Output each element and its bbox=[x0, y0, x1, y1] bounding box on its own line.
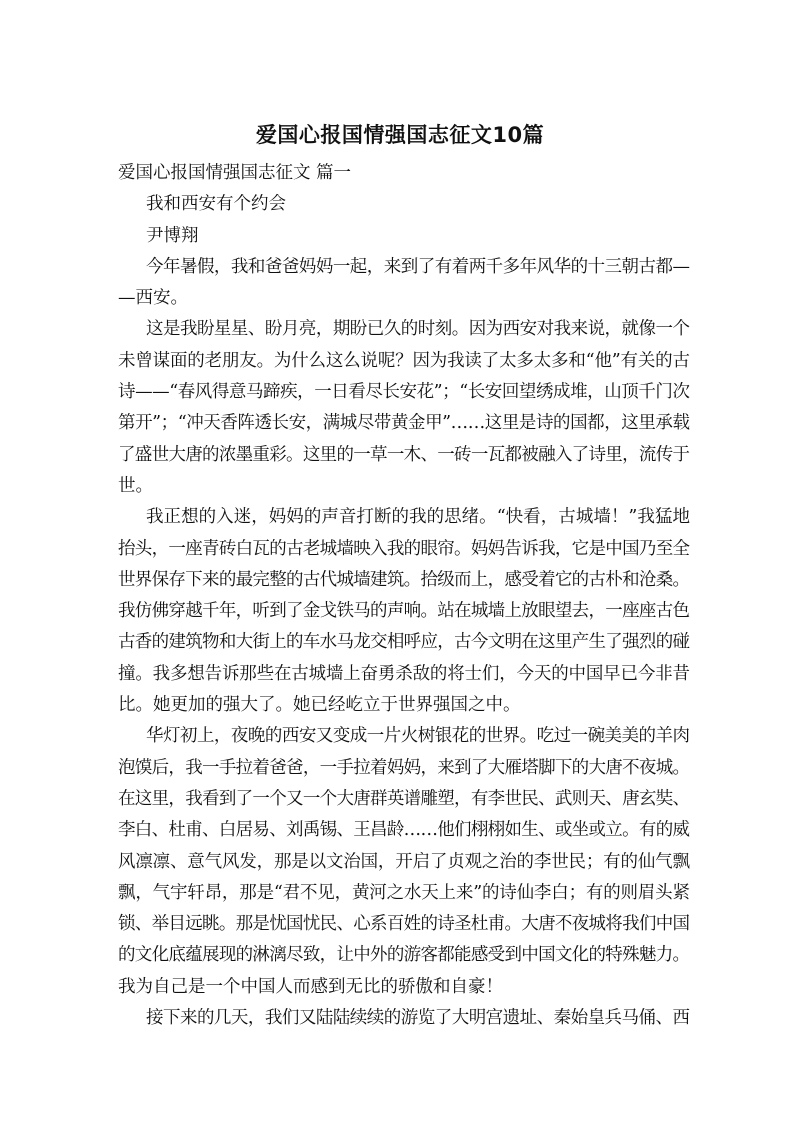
section-heading: 爱国心报国情强国志征文 篇一 bbox=[118, 163, 352, 183]
document-title: 爱国心报国情强国志征文10篇 bbox=[255, 123, 545, 147]
body-line: 抬头，一座青砖白瓦的古老城墙映入我的眼帘。妈妈告诉我，它是中国乃至全 bbox=[118, 538, 690, 559]
body-line: 世。 bbox=[118, 475, 153, 496]
body-line: 了盛世大唐的浓墨重彩。这里的一草一木、一砖一瓦都被融入了诗里，流传于 bbox=[118, 444, 690, 465]
body-line: 接下来的几天，我们又陆陆续续的游览了大明宫遗址、秦始皇兵马俑、西 bbox=[146, 1008, 690, 1029]
body-line: 我为自己是一个中国人而感到无比的骄傲和自豪！ bbox=[118, 976, 503, 997]
body-line: 的文化底蕴展现的淋漓尽致，让中外的游客都能感受到中国文化的特殊魅力。 bbox=[118, 945, 690, 966]
body-line: 比。她更加的强大了。她已经屹立于世界强国之中。 bbox=[118, 695, 521, 716]
body-line: 我正想的入迷，妈妈的声音打断的我的思绪。“快看，古城墙！”我猛地 bbox=[146, 507, 691, 528]
body-line: 古香的建筑物和大街上的车水马龙交相呼应，古今文明在这里产生了强烈的碰 bbox=[118, 632, 690, 653]
essay-title: 我和西安有个约会 bbox=[146, 194, 286, 215]
body-line: 在这里，我看到了一个又一个大唐群英谱雕塑，有李世民、武则天、唐玄奘、 bbox=[118, 788, 690, 809]
body-line: 泡馍后，我一手拉着爸爸，一手拉着妈妈，来到了大雁塔脚下的大唐不夜城。 bbox=[118, 757, 690, 778]
author-name: 尹博翔 bbox=[146, 225, 199, 246]
body-line: —西安。 bbox=[118, 288, 188, 309]
body-line: 世界保存下来的最完整的古代城墙建筑。拾级而上，感受着它的古朴和沧桑。 bbox=[118, 569, 690, 590]
body-line: 风凛凛、意气风发，那是以文治国，开启了贞观之治的李世民；有的仙气飘 bbox=[118, 851, 690, 872]
body-line: 撞。我多想告诉那些在古城墙上奋勇杀敌的将士们，今天的中国早已今非昔 bbox=[118, 663, 690, 684]
body-line: 第开”；“冲天香阵透长安，满城尽带黄金甲”……这里是诗的国都，这里承载 bbox=[118, 413, 690, 434]
essay-body bbox=[118, 252, 698, 1034]
body-line: 这是我盼星星、盼月亮，期盼已久的时刻。因为西安对我来说，就像一个 bbox=[146, 319, 690, 340]
body-line: 华灯初上，夜晚的西安又变成一片火树银花的世界。吃过一碗美美的羊肉 bbox=[146, 726, 690, 747]
body-line: 李白、杜甫、白居易、刘禹锡、王昌龄……他们栩栩如生、或坐或立。有的威 bbox=[118, 820, 690, 841]
body-line: 未曾谋面的老朋友。为什么这么说呢？因为我读了太多太多和“他”有关的古 bbox=[118, 350, 690, 371]
document-body bbox=[118, 158, 698, 1034]
body-line: 我仿佛穿越千年，听到了金戈铁马的声响。站在城墙上放眼望去，一座座古色 bbox=[118, 601, 690, 622]
body-line: 锁、举目远眺。那是忧国忧民、心系百姓的诗圣杜甫。大唐不夜城将我们中国 bbox=[118, 914, 690, 935]
body-line: 今年暑假，我和爸爸妈妈一起，来到了有着两千多年风华的十三朝古都— bbox=[146, 256, 690, 277]
body-line: 飘，气宇轩昂，那是“君不见，黄河之水天上来”的诗仙李白；有的则眉头紧 bbox=[118, 882, 690, 903]
body-line: 诗——“春风得意马蹄疾，一日看尽长安花”；“长安回望绣成堆，山顶千门次 bbox=[118, 382, 690, 403]
